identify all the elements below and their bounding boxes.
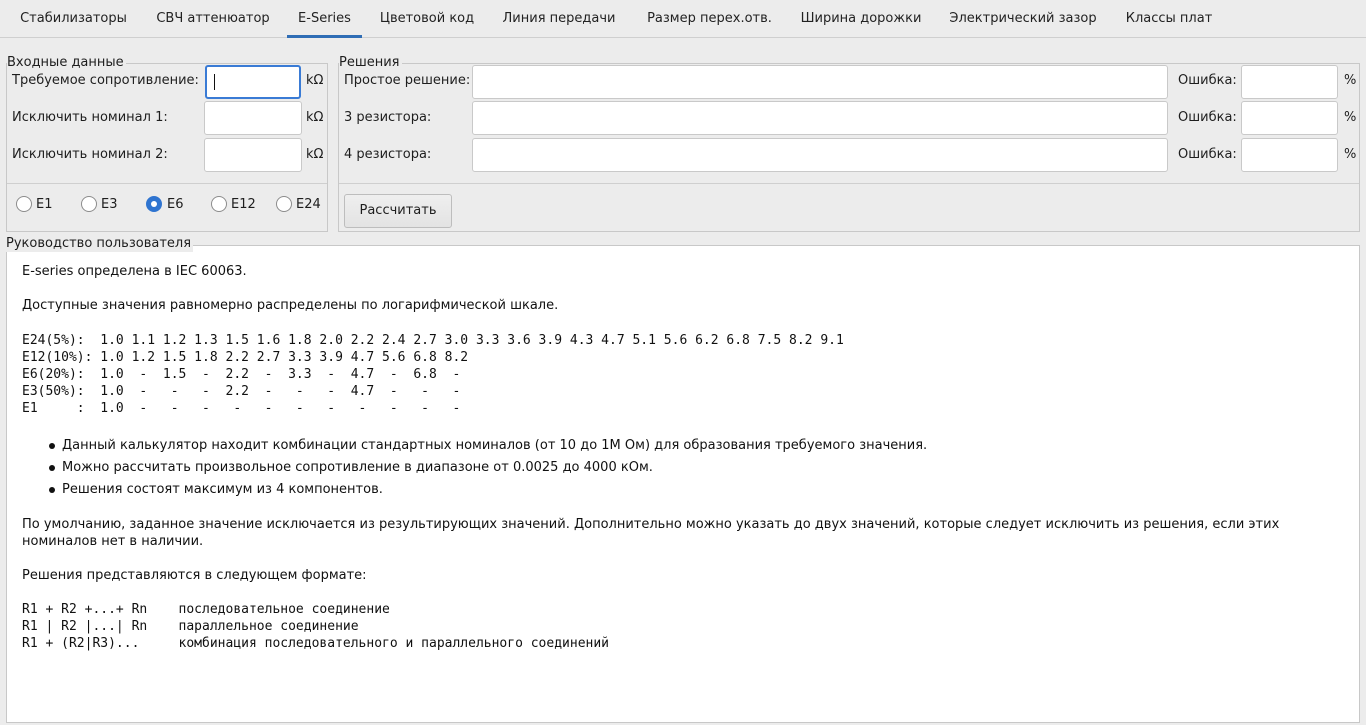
radio-e1[interactable] (16, 196, 32, 212)
exclude-value-1-input[interactable] (204, 101, 302, 135)
tab-track-width[interactable]: Ширина дорожки (800, 11, 922, 26)
guide-intro: E-series определена в IEC 60063. (22, 264, 247, 279)
simple-error-label: Ошибка: (1178, 73, 1237, 88)
guide-bullet: Данный калькулятор находит комбинации стандартных номиналов (от 10 до 1M Ом) для образования требуемого значения. (62, 438, 928, 453)
tab-transmission-line[interactable]: Линия передачи (502, 11, 616, 26)
user-guide-title: Руководство пользователя (6, 236, 192, 251)
bullet-dot (49, 487, 55, 493)
input-data-title: Входные данные (7, 55, 124, 70)
four-percent-label: % (1344, 147, 1357, 162)
required-resistance-input[interactable] (205, 65, 301, 99)
calculate-button[interactable]: Рассчитать (344, 194, 452, 228)
four-resistors-label: 4 резистора: (344, 147, 432, 162)
exclude1-unit-label: kΩ (306, 110, 324, 125)
guide-default-line-1: По умолчанию, заданное значение исключается из результирующих значений. Дополнительно можно указать до двух значений, которые следует исключить из решения, если этих (22, 517, 1280, 532)
solutions-title: Решения (339, 55, 400, 70)
guide-table-row: E12(10%): 1.0 1.2 1.5 1.8 2.2 2.7 3.3 3.9 4.7 5.6 6.8 8.2 (22, 350, 469, 365)
guide-table-row: E6(20%): 1.0 - 1.5 - 2.2 - 3.3 - 4.7 - 6.8 - (22, 367, 461, 382)
required-unit-label: kΩ (306, 73, 324, 88)
three-error-output[interactable] (1241, 101, 1338, 135)
solutions-separator (339, 183, 1359, 184)
guide-table-row: E3(50%): 1.0 - - - 2.2 - - - 4.7 - - - (22, 384, 461, 399)
radio-e1-label[interactable]: E1 (36, 197, 53, 212)
four-error-label: Ошибка: (1178, 147, 1237, 162)
guide-format-row: R1 | R2 |...| Rn параллельное соединение (22, 619, 359, 634)
simple-solution-output[interactable] (472, 65, 1168, 99)
guide-table-row: E1 : 1.0 - - - - - - - - - - - (22, 401, 461, 416)
radio-e6-label[interactable]: E6 (167, 197, 184, 212)
text-caret (214, 74, 215, 90)
tab-e-series[interactable]: E-Series (287, 0, 362, 38)
bullet-dot (49, 465, 55, 471)
solutions-group (338, 55, 1360, 232)
tab-via-size[interactable]: Размер перех.отв. (647, 11, 772, 26)
radio-e3-label[interactable]: E3 (101, 197, 118, 212)
radio-e12-label[interactable]: E12 (231, 197, 256, 212)
exclude-value-2-label: Исключить номинал 2: (12, 147, 168, 162)
tab-bar (0, 0, 1366, 38)
radio-e24[interactable] (276, 196, 292, 212)
simple-percent-label: % (1344, 73, 1357, 88)
radio-e12[interactable] (211, 196, 227, 212)
guide-bullet: Можно рассчитать произвольное сопротивление в диапазоне от 0.0025 до 4000 кОм. (62, 460, 653, 475)
four-resistors-output[interactable] (472, 138, 1168, 172)
input-separator (7, 183, 327, 184)
three-error-label: Ошибка: (1178, 110, 1237, 125)
guide-table-row: E24(5%): 1.0 1.1 1.2 1.3 1.5 1.6 1.8 2.0 2.2 2.4 2.7 3.0 3.3 3.6 3.9 4.3 4.7 5.1 5.6 6.2 6.8 7.5 8.2 9.1 (22, 333, 844, 348)
guide-default-line-2: номиналов нет в наличии. (22, 534, 204, 549)
simple-solution-label: Простое решение: (344, 73, 471, 88)
exclude-value-2-input[interactable] (204, 138, 302, 172)
tab-rf-attenuator[interactable]: СВЧ аттенюатор (156, 11, 270, 26)
tab-color-code[interactable]: Цветовой код (379, 11, 475, 26)
radio-e6[interactable] (146, 196, 162, 212)
user-guide-panel (6, 245, 1360, 723)
three-percent-label: % (1344, 110, 1357, 125)
guide-distribution: Доступные значения равномерно распределены по логарифмической шкале. (22, 298, 559, 313)
four-error-output[interactable] (1241, 138, 1338, 172)
exclude-value-1-label: Исключить номинал 1: (12, 110, 168, 125)
input-data-group (6, 55, 328, 232)
three-resistors-output[interactable] (472, 101, 1168, 135)
guide-format-intro: Решения представляются в следующем формате: (22, 568, 367, 583)
tab-stabilizers[interactable]: Стабилизаторы (20, 11, 127, 26)
radio-e3[interactable] (81, 196, 97, 212)
three-resistors-label: 3 резистора: (344, 110, 432, 125)
bullet-dot (49, 443, 55, 449)
simple-error-output[interactable] (1241, 65, 1338, 99)
guide-bullet: Решения состоят максимум из 4 компонентов. (62, 482, 383, 497)
guide-format-row: R1 + R2 +...+ Rn последовательное соединение (22, 602, 390, 617)
exclude2-unit-label: kΩ (306, 147, 324, 162)
tab-board-classes[interactable]: Классы плат (1125, 11, 1213, 26)
radio-e24-label[interactable]: E24 (296, 197, 321, 212)
tab-electrical-spacing[interactable]: Электрический зазор (949, 11, 1097, 26)
guide-format-row: R1 + (R2|R3)... комбинация последовательного и параллельного соединений (22, 636, 609, 651)
required-resistance-label: Требуемое сопротивление: (12, 73, 199, 88)
